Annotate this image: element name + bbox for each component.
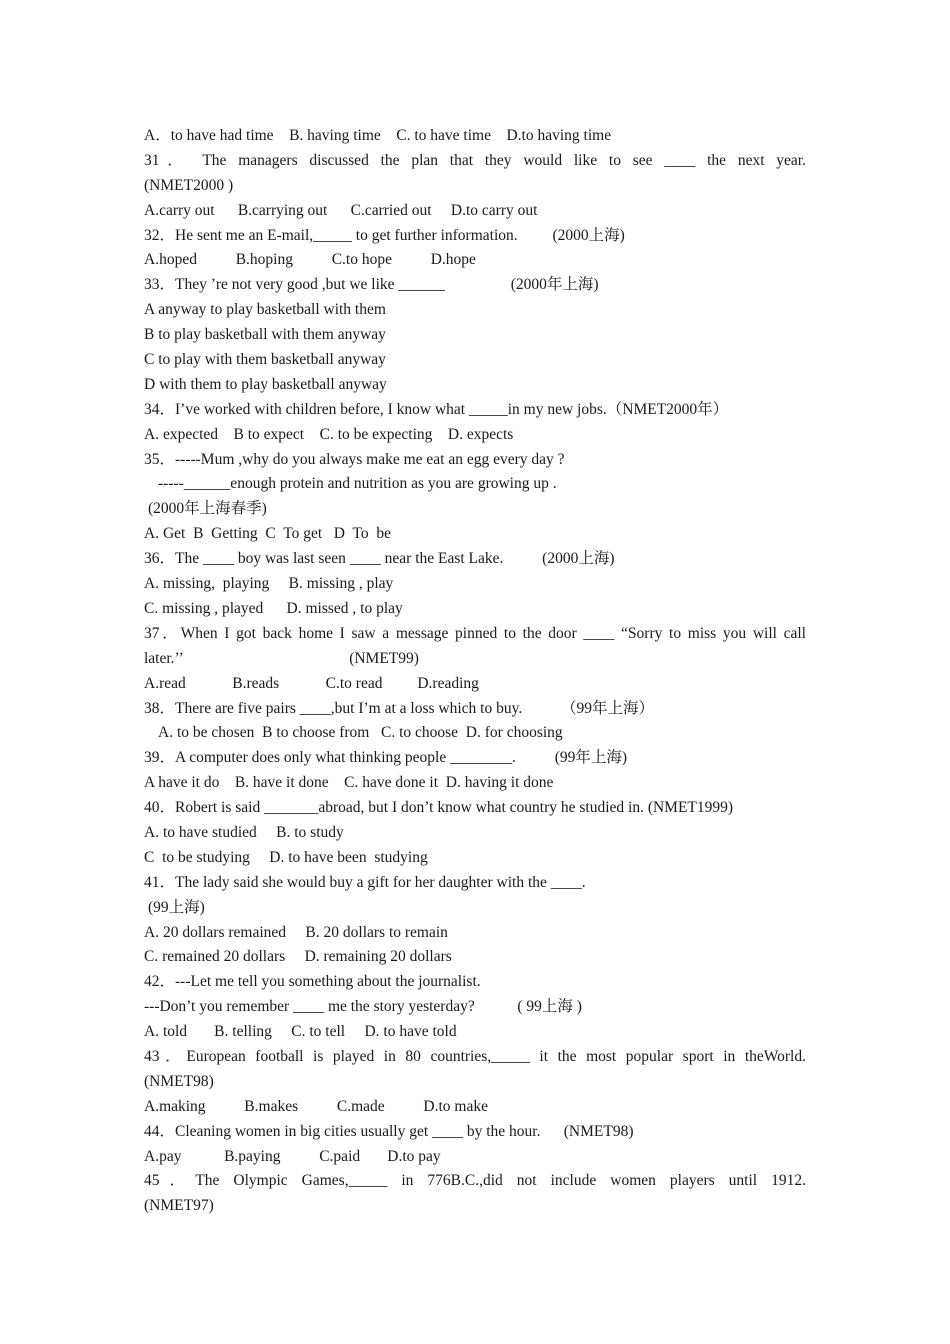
text-line: A. to have studied B. to study bbox=[144, 823, 344, 841]
text-line: A. expected B to expect C. to be expecting D. expects bbox=[144, 425, 514, 443]
text-line: 35．-----Mum ,why do you always make me eat an egg every day ? bbox=[144, 450, 565, 468]
text-line: 34．I’ve worked with children before, I know what _____in my new jobs.（NMET2000年） bbox=[144, 400, 729, 418]
text-line: 31． The managers discussed the plan that they would like to see ____ the next year. bbox=[144, 151, 806, 169]
text-line: 39．A computer does only what thinking people ________. (99年上海) bbox=[144, 749, 628, 767]
text-line: B to play basketball with them anyway bbox=[144, 326, 386, 344]
text-line: -----______enough protein and nutrition as you are growing up . bbox=[158, 475, 557, 493]
text-line: A.read B.reads C.to read D.reading bbox=[144, 674, 479, 692]
text-line: A.carry out B.carrying out C.carried out D.to carry out bbox=[144, 201, 538, 219]
text-line: A anyway to play basketball with them bbox=[144, 301, 386, 319]
text-line: A. told B. telling C. to tell D. to have told bbox=[144, 1023, 457, 1041]
text-line: (NMET97) bbox=[144, 1197, 214, 1215]
text-line: A. 20 dollars remained B. 20 dollars to remain bbox=[144, 923, 448, 941]
text-line: C. missing , played D. missed , to play bbox=[144, 599, 403, 617]
text-line: D with them to play basketball anyway bbox=[144, 375, 387, 393]
text-line: 33．They ’re not very good ,but we like ______ (2000年上海) bbox=[144, 276, 599, 294]
text-line: later.’’ (NMET99) bbox=[144, 649, 419, 667]
text-line: 45．The Olympic Games,_____ in 776B.C.,did not include women players until 1912. bbox=[144, 1172, 806, 1190]
text-line: C to play with them basketball anyway bbox=[144, 351, 386, 369]
text-line: C. remained 20 dollars D. remaining 20 dollars bbox=[144, 948, 452, 966]
text-line: A.pay B.paying C.paid D.to pay bbox=[144, 1147, 441, 1165]
text-line: ---Don’t you remember ____ me the story yesterday? ( 99上海 ) bbox=[144, 998, 582, 1016]
text-line: C to be studying D. to have been studying bbox=[144, 848, 428, 866]
text-line: (2000年上海春季) bbox=[148, 500, 267, 518]
text-line: A have it do B. have it done C. have done it D. having it done bbox=[144, 774, 554, 792]
text-line: (NMET2000 ) bbox=[144, 176, 234, 194]
text-line: 37．When I got back home I saw a message pinned to the door ____ “Sorry to miss you will call bbox=[144, 624, 806, 642]
text-line: 44．Cleaning women in big cities usually get ____ by the hour. (NMET98) bbox=[144, 1122, 634, 1140]
document-page bbox=[144, 124, 806, 1219]
text-line: 38．There are five pairs ____,but I’m at a loss which to buy. （99年上海） bbox=[144, 699, 654, 717]
text-line: A．to have had time B. having time C. to have time D.to having time bbox=[144, 127, 612, 144]
text-line: (NMET98) bbox=[144, 1072, 214, 1090]
text-line: 41．The lady said she would buy a gift for her daughter with the ____. bbox=[144, 873, 586, 891]
text-line: A. missing, playing B. missing , play bbox=[144, 575, 394, 593]
text-line: A.hoped B.hoping C.to hope D.hope bbox=[144, 251, 476, 269]
text-line: (99上海) bbox=[148, 898, 205, 916]
text-line: 40．Robert is said _______abroad, but I don’t know what country he studied in. (NMET1999) bbox=[144, 799, 734, 817]
text-line: 36．The ____ boy was last seen ____ near the East Lake. (2000上海) bbox=[144, 550, 615, 568]
text-line: 42．---Let me tell you something about the journalist. bbox=[144, 973, 481, 991]
text-line: 32．He sent me an E-mail,_____ to get further information. (2000上海) bbox=[144, 226, 625, 244]
text-line: A.making B.makes C.made D.to make bbox=[144, 1097, 488, 1115]
text-line: A. Get B Getting C To get D To be bbox=[144, 525, 391, 543]
text-line: 43．European football is played in 80 countries,_____ it the most popular sport in theWorld. bbox=[144, 1047, 806, 1065]
text-line: A. to be chosen B to choose from C. to choose D. for choosing bbox=[158, 724, 563, 742]
